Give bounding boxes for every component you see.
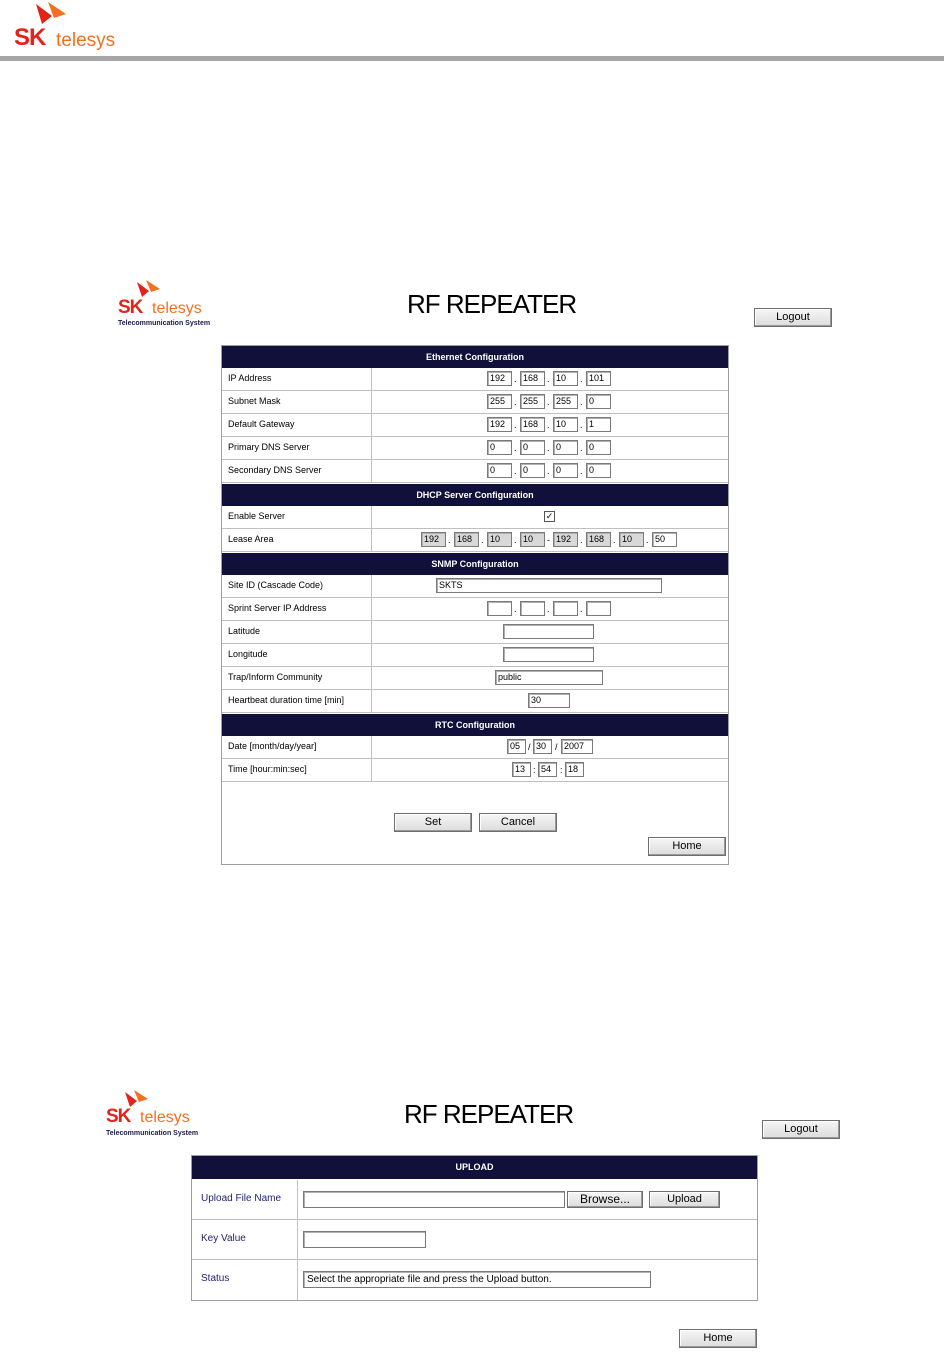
dot-separator: . [547,466,550,476]
dot-separator: . [481,535,484,545]
row-default-gateway [222,414,728,437]
label-date: Date [month/day/year] [228,741,317,751]
ip-octet-2-input[interactable]: 168 [520,371,545,386]
upload-button[interactable]: Upload [649,1191,720,1208]
lease-start-octet-4-input[interactable]: 10 [520,532,545,547]
lease-end-octet-4-input[interactable]: 50 [652,532,677,547]
logout-button[interactable]: Logout [762,1120,840,1139]
label-sprint-server-ip: Sprint Server IP Address [228,603,327,613]
range-separator: - [547,535,550,545]
dot-separator: . [580,397,583,407]
time-min-input[interactable]: 54 [538,762,557,777]
label-latitude: Latitude [228,626,261,636]
row-date [222,736,728,759]
logo-tagline: Telecommunication System [118,320,211,327]
site-id-input[interactable]: SKTS [436,578,662,593]
column-divider [371,368,372,391]
column-divider [371,414,372,437]
dot-separator: . [514,374,517,384]
gateway-octet-4-input[interactable]: 1 [586,417,611,432]
row-enable-server [222,506,728,529]
column-divider [371,690,372,713]
heartbeat-input[interactable]: 30 [528,693,570,708]
screen2-logo [106,1090,226,1140]
row-ip-address [222,368,728,391]
label-lease-area: Lease Area [228,534,274,544]
document-logo [14,2,134,54]
secondary-dns-octet-3-input[interactable]: 0 [553,463,578,478]
row-heartbeat [222,690,728,713]
logo-sk-text: SK [106,1106,131,1127]
logout-button[interactable]: Logout [754,308,832,327]
label-subnet-mask: Subnet Mask [228,396,281,406]
row-secondary-dns [222,460,728,483]
secondary-dns-octet-1-input[interactable]: 0 [487,463,512,478]
gateway-octet-3-input[interactable]: 10 [553,417,578,432]
row-longitude [222,644,728,667]
time-hour-input[interactable]: 13 [512,762,531,777]
slash-separator: / [555,742,558,752]
column-divider [371,506,372,529]
lease-start-octet-3-input[interactable]: 10 [487,532,512,547]
label-secondary-dns: Secondary DNS Server [228,465,322,475]
section-header-dhcp: DHCP Server Configuration [222,484,728,506]
row-key-value [192,1220,757,1260]
label-longitude: Longitude [228,649,268,659]
subnet-octet-2-input[interactable]: 255 [520,394,545,409]
subnet-octet-1-input[interactable]: 255 [487,394,512,409]
label-enable-server: Enable Server [228,511,286,521]
sprint-ip-octet-1-input[interactable] [487,601,512,616]
column-divider [371,437,372,460]
label-upload-file-name: Upload File Name [201,1193,282,1204]
column-divider [371,391,372,414]
gateway-octet-2-input[interactable]: 168 [520,417,545,432]
section-header-snmp: SNMP Configuration [222,553,728,575]
column-divider [297,1220,298,1260]
logo-telesys-text: telesys [152,300,202,317]
screen1-logo [118,280,233,330]
cancel-button[interactable]: Cancel [479,813,557,832]
logo-telesys-text: telesys [140,1109,190,1126]
dot-separator: . [580,420,583,430]
dot-separator: . [547,604,550,614]
colon-separator: : [560,765,563,775]
row-site-id [222,575,728,598]
primary-dns-octet-3-input[interactable]: 0 [553,440,578,455]
label-trap-community: Trap/Inform Community [228,672,323,682]
sprint-ip-octet-2-input[interactable] [520,601,545,616]
column-divider [371,621,372,644]
dot-separator: . [448,535,451,545]
lease-end-octet-1-input[interactable]: 192 [553,532,578,547]
upload-file-input[interactable] [303,1191,565,1208]
ip-octet-1-input[interactable]: 192 [487,371,512,386]
sprint-ip-octet-3-input[interactable] [553,601,578,616]
browse-button[interactable]: Browse... [567,1191,643,1208]
date-month-input[interactable]: 05 [507,739,526,754]
dot-separator: . [514,466,517,476]
section-header-rtc: RTC Configuration [222,714,728,736]
page-title: RF REPEATER [407,289,577,319]
row-upload-file [192,1180,757,1220]
row-primary-dns [222,437,728,460]
dot-separator: . [514,604,517,614]
primary-dns-octet-4-input[interactable]: 0 [586,440,611,455]
row-trap-community [222,667,728,690]
date-year-input[interactable]: 2007 [561,739,593,754]
latitude-input[interactable] [503,624,594,639]
label-heartbeat: Heartbeat duration time [min] [228,695,345,705]
logo-sk-text: SK [14,24,46,51]
column-divider [371,575,372,598]
lease-start-octet-2-input[interactable]: 168 [454,532,479,547]
dot-separator: . [514,397,517,407]
label-site-id: Site ID (Cascade Code) [228,580,324,590]
column-divider [371,759,372,782]
lease-end-octet-2-input[interactable]: 168 [586,532,611,547]
home-button[interactable]: Home [648,837,726,856]
dot-separator: . [580,466,583,476]
dot-separator: . [580,535,583,545]
column-divider [371,598,372,621]
column-divider [371,529,372,552]
dot-separator: . [514,535,517,545]
enable-server-checkbox[interactable]: ✓ [545,511,554,521]
status-field: Select the appropriate file and press the Upload button. [303,1271,651,1288]
row-time [222,759,728,782]
slash-separator: / [528,742,531,752]
set-button[interactable]: Set [394,813,472,832]
upload-table [191,1155,758,1301]
header-divider [0,56,944,61]
ip-octet-4-input[interactable]: 101 [586,371,611,386]
dot-separator: . [580,443,583,453]
date-day-input[interactable]: 30 [533,739,552,754]
section-header-ethernet: Ethernet Configuration [222,346,728,368]
column-divider [371,460,372,483]
column-divider [297,1180,298,1220]
dot-separator: . [613,535,616,545]
home-button[interactable]: Home [679,1329,757,1348]
dot-separator: . [547,443,550,453]
column-divider [371,736,372,759]
dot-separator: . [547,397,550,407]
dot-separator: . [580,374,583,384]
trap-community-input[interactable]: public [495,670,603,685]
dot-separator: . [547,374,550,384]
label-status: Status [201,1273,230,1284]
label-key-value: Key Value [201,1233,246,1244]
sprint-ip-octet-4-input[interactable] [586,601,611,616]
lease-start-octet-1-input[interactable]: 192 [421,532,446,547]
primary-dns-octet-1-input[interactable]: 0 [487,440,512,455]
upload-table-header: UPLOAD [192,1156,757,1179]
key-value-input[interactable] [303,1231,426,1248]
dot-separator: . [646,535,649,545]
label-ip-address: IP Address [228,373,272,383]
dot-separator: . [514,443,517,453]
secondary-dns-octet-2-input[interactable]: 0 [520,463,545,478]
row-sprint-server-ip [222,598,728,621]
colon-separator: : [533,765,536,775]
time-sec-input[interactable]: 18 [565,762,584,777]
lease-end-octet-3-input[interactable]: 10 [619,532,644,547]
primary-dns-octet-2-input[interactable]: 0 [520,440,545,455]
dot-separator: . [580,604,583,614]
label-primary-dns: Primary DNS Server [228,442,310,452]
label-time: Time [hour:min:sec] [228,764,307,774]
dot-separator: . [547,420,550,430]
page-title: RF REPEATER [404,1099,574,1129]
secondary-dns-octet-4-input[interactable]: 0 [586,463,611,478]
subnet-octet-3-input[interactable]: 255 [553,394,578,409]
subnet-octet-4-input[interactable]: 0 [586,394,611,409]
row-lease-area [222,529,728,552]
logo-telesys-text: telesys [56,30,116,51]
logo-sk-text: SK [118,297,143,318]
row-status [192,1260,757,1300]
ip-octet-3-input[interactable]: 10 [553,371,578,386]
column-divider [371,644,372,667]
configuration-table [221,345,729,865]
dot-separator: . [514,420,517,430]
longitude-input[interactable] [503,647,594,662]
column-divider [297,1260,298,1300]
logo-tagline: Telecommunication System [106,1130,199,1137]
label-default-gateway: Default Gateway [228,419,295,429]
column-divider [371,667,372,690]
row-latitude [222,621,728,644]
gateway-octet-1-input[interactable]: 192 [487,417,512,432]
row-subnet-mask [222,391,728,414]
